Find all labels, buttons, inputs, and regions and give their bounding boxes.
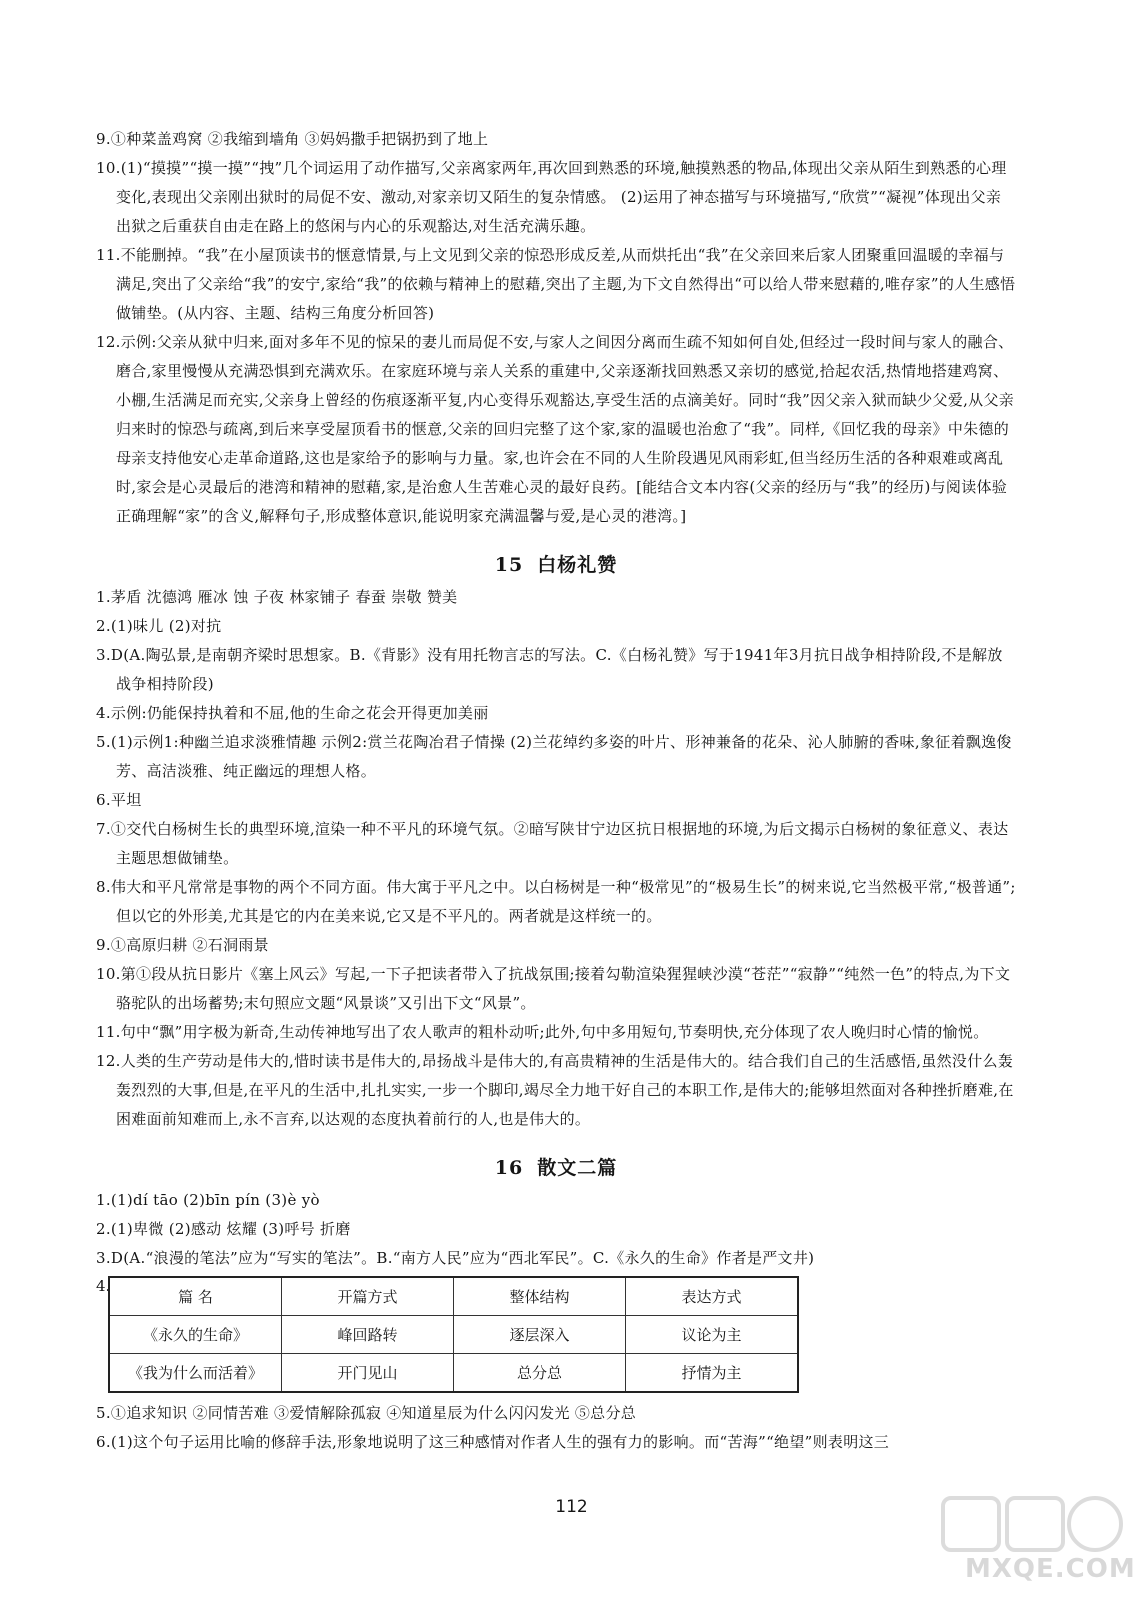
section-heading: 散文二篇 [537,1157,618,1179]
answer-item [96,154,1016,241]
section-title [96,1152,1016,1184]
table-header-cell: 表达方式 [626,1277,799,1316]
answer-item [96,728,1016,786]
answers-top [96,125,1016,531]
answer-item [96,699,1016,728]
answer-text: 1.茅盾 沈德鸿 雁冰 蚀 子夜 林家铺子 春蚕 崇敬 赞美 [96,588,458,606]
section-16-answers [96,1186,1016,1457]
answer-item [96,583,1016,612]
answer-item [96,641,1016,699]
answer-text: 6.平坦 [96,791,142,809]
answer-text: 5.①追求知识 ②同情苦难 ③爱情解除孤寂 ④知道星辰为什么闪闪发光 ⑤总分总 [96,1404,637,1422]
answer-item [96,786,1016,815]
section-number: 16 [494,1157,524,1179]
comparison-table [108,1276,799,1393]
answer-text: 11.句中“飘”用字极为新奇,生动传神地写出了农人歌声的粗朴动听;此外,句中多用短句,节奏明快,充分体现了农人晚归时心情的愉悦。 [96,1023,989,1041]
answer-text: 5.(1)示例1:种幽兰追求淡雅情趣 示例2:赏兰花陶冶君子情操 (2)兰花绰约多姿的叶片、形神兼备的花朵、沁人肺腑的香味,象征着飘逸俊芳、高洁淡雅、纯正幽远的理想人格。 [96,733,1012,780]
answer-item [96,241,1016,328]
answer-text: 7.①交代白杨树生长的典型环境,渲染一种不平凡的环境气氛。②暗写陕甘宁边区抗日根据地的环境,为后文揭示白杨树的象征意义、表达主题思想做铺垫。 [96,820,1009,867]
answer-content [96,125,1016,1457]
answer-table-item [96,1276,1016,1393]
answer-item [96,815,1016,873]
answer-item [96,1428,1016,1457]
table-cell: 议论为主 [626,1316,799,1354]
answer-text: 10.(1)“摸摸”“摸一摸”“拽”几个词运用了动作描写,父亲离家两年,再次回到熟悉的环境,触摸熟悉的物品,体现出父亲从陌生到熟悉的心理变化,表现出父亲刚出狱时的局促不安、激动,对家亲切又陌生的复杂情感。 (2)运用了神态描写与环境描写,“欣赏”“凝视”体现出父亲出狱之后重获自由走在路上的悠闲与内心的乐观豁达,对生活充满乐趣。 [96,159,1007,235]
answer-text: 9.①种菜盖鸡窝 ②我缩到墙角 ③妈妈撒手把锅扔到了地上 [96,130,489,148]
table-cell: 开门见山 [282,1354,454,1393]
table-cell: 《我为什么而活着》 [109,1354,282,1393]
answer-text: 6.(1)这个句子运用比喻的修辞手法,形象地说明了这三种感情对作者人生的强有力的影响。而“苦海”“绝望”则表明这三 [96,1433,890,1451]
answer-item [96,612,1016,641]
answer-item [96,1047,1016,1134]
answer-text: 9.①高原归耕 ②石洞雨景 [96,936,269,954]
answer-item [96,1018,1016,1047]
answer-text: 11.不能删掉。“我”在小屋顶读书的惬意情景,与上文见到父亲的惊恐形成反差,从而烘托出“我”在父亲回来后家人团聚重回温暖的幸福与满足,突出了父亲给“我”的安宁,家给“我”的依赖与精神上的慰藉,突出了主题,为下文自然得出“可以给人带来慰藉的,唯存家”的人生感悟做铺垫。(从内容、主题、结构三角度分析回答) [96,246,1016,322]
answer-item [96,1244,1016,1273]
answer-text: 3.D(A.“浪漫的笔法”应为“写实的笔法”。B.“南方人民”应为“西北军民”。C.《永久的生命》作者是严文井) [96,1249,815,1267]
answer-text: 10.第①段从抗日影片《塞上风云》写起,一下子把读者带入了抗战氛围;接着勾勒渲染猩猩峡沙漠“苍茫”“寂静”“纯然一色”的特点,为下文骆驼队的出场蓄势;末句照应文题“风景谈”又引出下文“风景”。 [96,965,1011,1012]
answer-item [96,1399,1016,1428]
table-row [109,1354,798,1393]
watermark-logo [935,1492,1135,1592]
section-heading: 白杨礼赞 [537,554,618,576]
table-cell: 总分总 [454,1354,626,1393]
table-cell: 《永久的生命》 [109,1316,282,1354]
answer-text: 1.(1)dí tāo (2)bīn pín (3)è yò [96,1191,320,1209]
watermark-graphic [935,1492,1135,1562]
watermark-text: MXQE.COM [965,1554,1136,1584]
answer-text: 8.伟大和平凡常常是事物的两个不同方面。伟大寓于平凡之中。以白杨树是一种“极常见”的“极易生长”的树来说,它当然极平常,“极普通”;但以它的外形美,尤其是它的内在美来说,它又是不平凡的。两者就是这样统一的。 [96,878,1016,925]
table-cell: 抒情为主 [626,1354,799,1393]
answer-item [96,328,1016,531]
answer-item [96,1215,1016,1244]
table-header-cell: 整体结构 [454,1277,626,1316]
answer-text: 4.示例:仍能保持执着和不屈,他的生命之花会开得更加美丽 [96,704,489,722]
answer-text: 2.(1)卑微 (2)感动 炫耀 (3)呼号 折磨 [96,1220,351,1238]
answer-item [96,1186,1016,1215]
table-cell: 逐层深入 [454,1316,626,1354]
page-number: 112 [555,1497,588,1517]
answer-item [96,873,1016,931]
answer-text: 12.示例:父亲从狱中归来,面对多年不见的惊呆的妻儿而局促不安,与家人之间因分离而生疏不知如何自处,但经过一段时间与家人的融合、磨合,家里慢慢从充满恐惧到充满欢乐。在家庭环境与亲人关系的重建中,父亲逐渐找回熟悉又亲切的感觉,拾起农活,热情地搭建鸡窝、小棚,生活满足而充实,父亲身上曾经的伤痕逐渐平复,内心变得乐观豁达,享受生活的点滴美好。同时“我”因父亲入狱而缺少父爱,从父亲归来时的惊恐与疏离,到后来享受屋顶看书的惬意,父亲的回归完整了这个家,家的温暖也治愈了“我”。同样,《回忆我的母亲》中朱德的母亲支持他安心走革命道路,这也是家给予的影响与力量。家,也许会在不同的人生阶段遇见风雨彩虹,但当经历生活的各种艰难或离乱时,家会是心灵最后的港湾和精神的慰藉,家,是治愈人生苦难心灵的最好良药。[能结合文本内容(父亲的经历与“我”的经历)与阅读体验正确理解“家”的含义,解释句子,形成整体意识,能说明家充满温馨与爱,是心灵的港湾。] [96,333,1015,525]
section-title [96,549,1016,581]
section-15-answers [96,583,1016,1134]
table-header-cell: 开篇方式 [282,1277,454,1316]
answer-item [96,960,1016,1018]
answer-text: 3.D(A.陶弘景,是南朝齐梁时思想家。B.《背影》没有用托物言志的写法。C.《白杨礼赞》写于1941年3月抗日战争相持阶段,不是解放战争相持阶段) [96,646,1003,693]
answer-number: 4. [96,1277,111,1295]
table-row [109,1316,798,1354]
answer-text: 2.(1)味儿 (2)对抗 [96,617,222,635]
answer-item [96,931,1016,960]
table-header-row [109,1277,798,1316]
section-number: 15 [494,554,524,576]
table-cell: 峰回路转 [282,1316,454,1354]
table-header-cell: 篇 名 [109,1277,282,1316]
answer-text: 12.人类的生产劳动是伟大的,惜时读书是伟大的,昂扬战斗是伟大的,有高贵精神的生活是伟大的。结合我们自己的生活感悟,虽然没什么轰轰烈烈的大事,但是,在平凡的生活中,扎扎实实,一步一个脚印,竭尽全力地干好自己的本职工作,是伟大的;能够坦然面对各种挫折磨难,在困难面前知难而上,永不言弃,以达观的态度执着前行的人,也是伟大的。 [96,1052,1014,1128]
answer-item [96,125,1016,154]
